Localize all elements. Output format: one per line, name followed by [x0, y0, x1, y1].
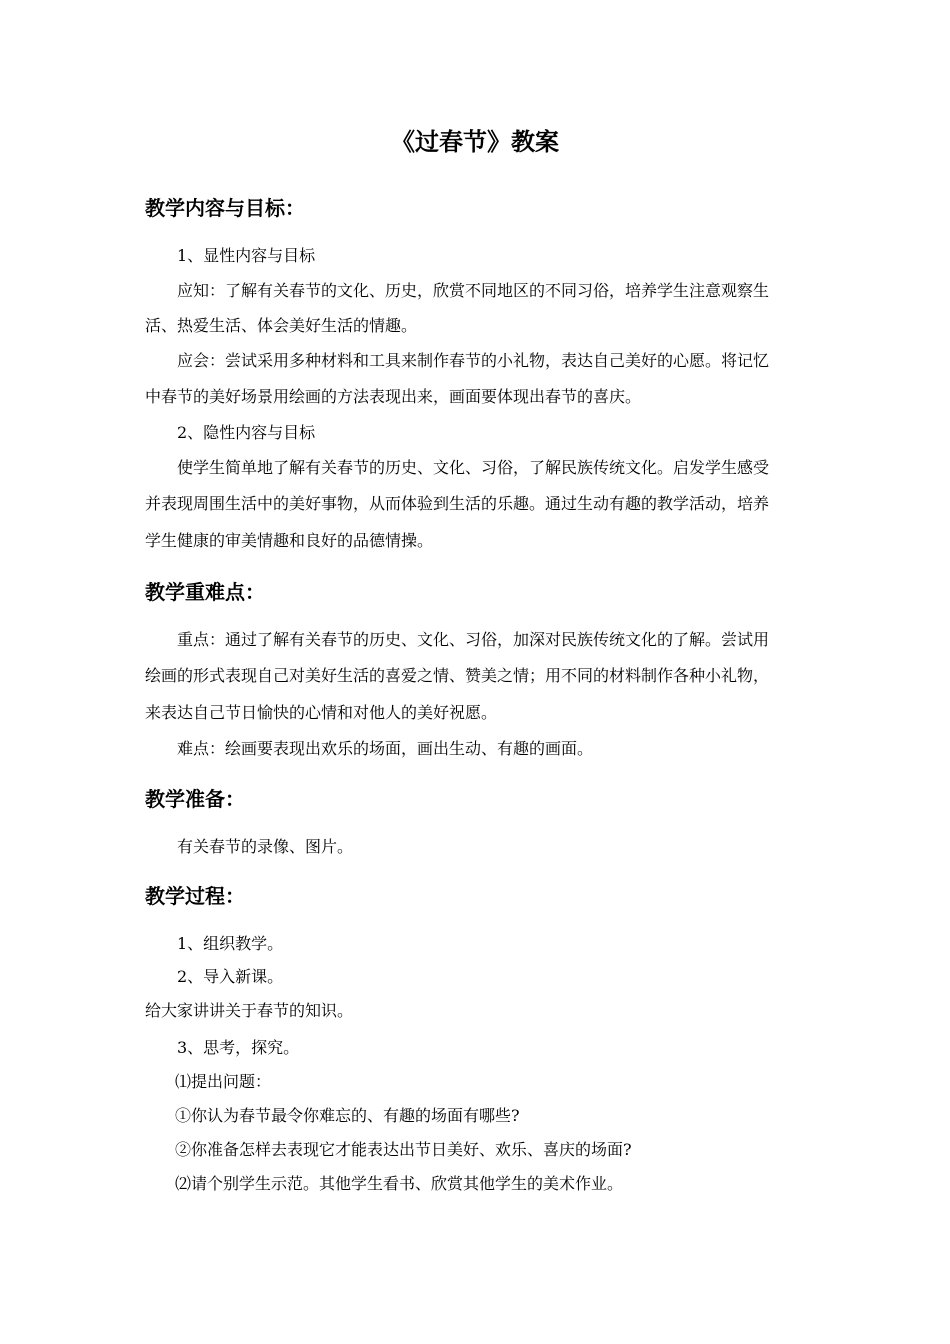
page-title: 《过春节》教案: [391, 128, 559, 156]
paragraph-line: 难点：绘画要表现出欢乐的场面，画出生动、有趣的画面。: [177, 739, 594, 758]
paragraph-line: 来表达自己节日愉快的心情和对他人的美好祝愿。: [145, 703, 498, 722]
paragraph-line: 有关春节的录像、图片。: [177, 837, 354, 856]
paragraph-line: 1、组织教学。: [177, 934, 284, 953]
paragraph-line: 使学生简单地了解有关春节的历史、文化、习俗，了解民族传统文化。启发学生感受: [177, 458, 770, 477]
paragraph-line: 1、显性内容与目标: [177, 246, 316, 265]
paragraph-line: 绘画的形式表现自己对美好生活的喜爱之情、赞美之情；用不同的材料制作各种小礼物，: [145, 666, 770, 685]
paragraph-line: 应知：了解有关春节的文化、历史，欣赏不同地区的不同习俗，培养学生注意观察生: [177, 281, 770, 300]
paragraph-line: 重点：通过了解有关春节的历史、文化、习俗，加深对民族传统文化的了解。尝试用: [177, 630, 770, 649]
paragraph-line: 并表现周围生活中的美好事物，从而体验到生活的乐趣。通过生动有趣的教学活动，培养: [145, 494, 770, 513]
section-heading-keypoints: 教学重难点：: [145, 580, 265, 604]
paragraph-line: 给大家讲讲关于春节的知识。: [145, 1001, 354, 1020]
paragraph-line: 中春节的美好场景用绘画的方法表现出来，画面要体现出春节的喜庆。: [145, 387, 642, 406]
paragraph-line: 应会：尝试采用多种材料和工具来制作春节的小礼物，表达自己美好的心愿。将记忆: [177, 351, 770, 370]
paragraph-line: 活、热爱生活、体会美好生活的情趣。: [145, 316, 418, 335]
paragraph-line: 学生健康的审美情趣和良好的品德情操。: [145, 531, 434, 550]
paragraph-line: ⑵请个别学生示范。其他学生看书、欣赏其他学生的美术作业。: [175, 1174, 624, 1193]
section-heading-goals: 教学内容与目标：: [145, 196, 305, 220]
paragraph-line: 2、导入新课。: [177, 967, 284, 986]
paragraph-line: ⑴提出问题：: [175, 1072, 272, 1091]
section-heading-preparation: 教学准备：: [145, 787, 245, 811]
paragraph-line: ②你准备怎样去表现它才能表达出节日美好、欢乐、喜庆的场面?: [175, 1140, 632, 1159]
paragraph-line: ①你认为春节最令你难忘的、有趣的场面有哪些?: [175, 1106, 520, 1125]
paragraph-line: 3、思考，探究。: [177, 1038, 300, 1057]
section-heading-process: 教学过程：: [145, 884, 245, 908]
paragraph-line: 2、隐性内容与目标: [177, 423, 316, 442]
